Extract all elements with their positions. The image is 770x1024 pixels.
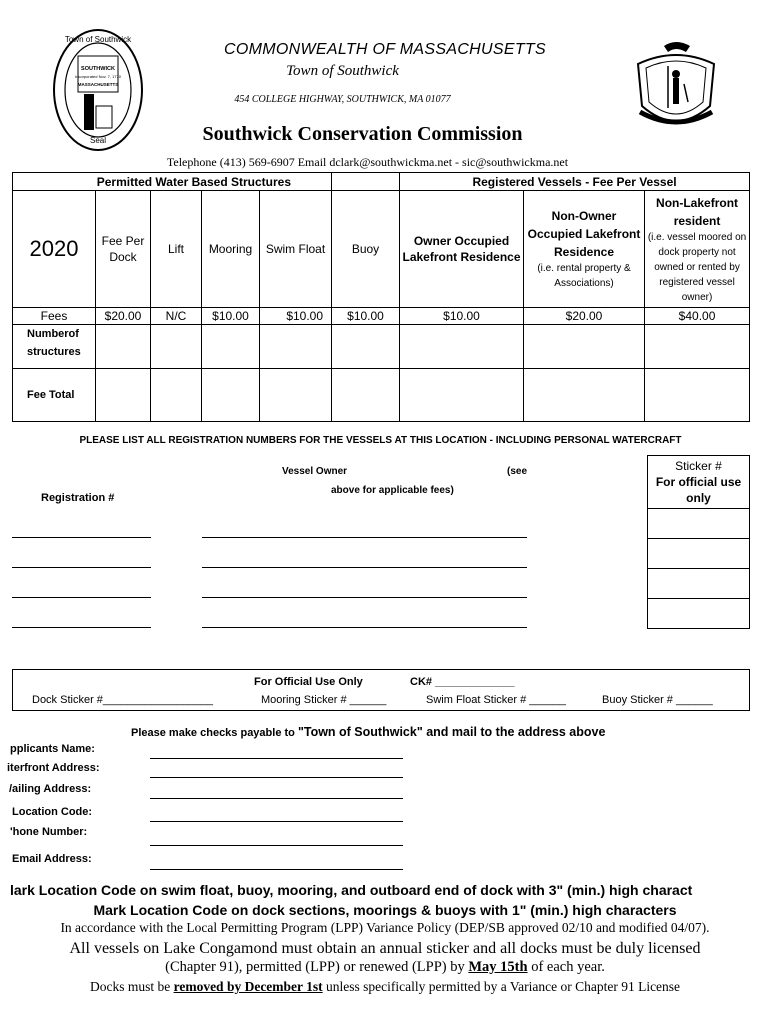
total-cell[interactable] (260, 369, 332, 422)
col-swim-float: Swim Float (260, 191, 332, 308)
buoy-sticker: Buoy Sticker # ______ (602, 694, 713, 706)
email-address-field[interactable] (150, 869, 403, 870)
removal-post: unless specifically permitted by a Variance or Chapter 91 License (322, 979, 681, 994)
registration-column-label: Registration # (41, 492, 115, 504)
non-lakefront-note: (i.e. vessel moored on dock property not owned or rented by registered vessel owner) (647, 231, 747, 303)
fee-lift: N/C (151, 308, 202, 325)
applicant-name-field[interactable] (150, 758, 403, 759)
col-non-lakefront (645, 191, 750, 308)
payable-prefix: Please make checks payable to (131, 727, 298, 739)
owner-line[interactable] (202, 567, 527, 568)
total-cell[interactable] (524, 369, 645, 422)
col-mooring: Mooring (202, 191, 260, 308)
deadline-date: May 15th (468, 959, 528, 975)
owner-line[interactable] (202, 627, 527, 628)
vessel-owner-see: (see (507, 466, 528, 477)
waterfront-address-label: iterfront Address: (7, 762, 100, 774)
phone-number-label: 'hone Number: (10, 826, 88, 838)
swim-float-sticker: Swim Float Sticker # ______ (426, 694, 567, 706)
sticker-cell[interactable] (648, 599, 749, 628)
footer-lpp-policy: In accordance with the Local Permitting Program (LPP) Variance Policy (DEP/SB approved 02/10 and modified 04/07). (60, 920, 710, 935)
fee-non-owner: $20.00 (524, 308, 645, 325)
footer-annual-sticker: All vessels on Lake Congamond must obtain an annual sticker and all docks must be duly licensed (69, 940, 701, 957)
structures-cell[interactable] (400, 325, 524, 369)
col-non-owner (524, 191, 645, 308)
registration-instruction: PLEASE LIST ALL REGISTRATION NUMBERS FOR THE VESSELS AT THIS LOCATION - INCLUDING PERSONAL WATERCRAFT (79, 435, 682, 446)
owner-line[interactable] (202, 597, 527, 598)
fee-non-lakefront: $40.00 (645, 308, 750, 325)
row-fees-label: Fees (13, 308, 96, 325)
applicant-name-label: pplicants Name: (10, 743, 95, 755)
location-code-label: Location Code: (12, 806, 93, 818)
fee-swim-float: $10.00 (260, 308, 332, 325)
waterfront-address-field[interactable] (150, 777, 403, 778)
vessel-owner-label: Vessel Owner (282, 466, 348, 477)
town-seal-logo (52, 28, 144, 152)
footer-dock-removal (0, 979, 770, 995)
sticker-cell[interactable] (648, 569, 749, 599)
town-heading: Town of Southwick (286, 63, 399, 79)
structures-cell[interactable] (260, 325, 332, 369)
deadline-pre: (Chapter 91), permitted (LPP) or renewed (LPP) by (165, 959, 469, 975)
fees-table (12, 172, 750, 422)
structures-cell[interactable] (332, 325, 400, 369)
location-code-field[interactable] (150, 821, 403, 822)
phone-number-field[interactable] (150, 845, 403, 846)
official-use-title: For Official Use Only (254, 676, 363, 688)
town-address: 454 COLLEGE HIGHWAY, SOUTHWICK, MA 01077 (234, 94, 451, 105)
non-owner-note: (i.e. rental property & Associations) (537, 263, 631, 289)
col-buoy: Buoy (332, 191, 400, 308)
total-cell[interactable] (151, 369, 202, 422)
non-owner-title: Non-Owner Occupied Lakefront Residence (527, 209, 641, 259)
sticker-title: Sticker # (675, 459, 722, 473)
mooring-sticker: Mooring Sticker # ______ (261, 694, 387, 706)
sticker-box (647, 455, 750, 629)
contact-line: Telephone (413) 569-6907 Email dclark@southwickma.net - sic@southwickma.net (166, 155, 569, 169)
sticker-subtitle: For official use only (655, 475, 742, 505)
col-fee-per-dock: Fee Per Dock (96, 191, 151, 308)
owner-line[interactable] (202, 537, 527, 538)
col-owner-occupied: Owner Occupied Lakefront Residence (400, 191, 524, 308)
structures-cell[interactable] (524, 325, 645, 369)
row-structures-label: Numberof structures (13, 325, 96, 369)
email-address-label: Email Address: (12, 853, 92, 865)
seal-line-3: MASSACHUSETTS (77, 82, 119, 87)
structures-cell[interactable] (151, 325, 202, 369)
seal-bottom-text: Seal (89, 136, 107, 145)
seal-ring-text: Town of Southwick (64, 35, 132, 44)
registration-line[interactable] (12, 537, 151, 538)
structures-cell[interactable] (202, 325, 260, 369)
registration-line[interactable] (12, 567, 151, 568)
mailing-address-label: /ailing Address: (9, 783, 92, 795)
fee-owner-occupied: $10.00 (400, 308, 524, 325)
fee-buoy: $10.00 (332, 308, 400, 325)
footer-mark-1in: Mark Location Code on dock sections, moorings & buoys with 1" (min.) high characters (93, 902, 677, 918)
group-registered-vessels: Registered Vessels - Fee Per Vessel (400, 173, 750, 191)
sticker-cell[interactable] (648, 539, 749, 569)
col-lift: Lift (151, 191, 202, 308)
commission-title: Southwick Conservation Commission (202, 123, 523, 145)
vessel-owner-note: above for applicable fees) (331, 485, 454, 496)
registration-line[interactable] (12, 597, 151, 598)
sticker-cell[interactable] (648, 509, 749, 539)
massachusetts-state-seal-icon (630, 36, 722, 136)
deadline-post: of each year. (527, 959, 605, 975)
total-cell[interactable] (332, 369, 400, 422)
total-cell[interactable] (645, 369, 750, 422)
row-fee-total-label: Fee Total (13, 369, 96, 422)
total-cell[interactable] (202, 369, 260, 422)
removal-date: removed by December 1st (173, 979, 323, 994)
structures-cell[interactable] (96, 325, 151, 369)
footer-mark-3in: lark Location Code on swim float, buoy, mooring, and outboard end of dock with 3" (min.) high charact (10, 882, 693, 898)
footer-license-deadline (0, 959, 770, 976)
registration-line[interactable] (12, 627, 151, 628)
group-permitted-structures: Permitted Water Based Structures (13, 173, 332, 191)
seal-line-2: Incorporated Nov. 7, 1770 (75, 74, 121, 79)
total-cell[interactable] (96, 369, 151, 422)
structures-cell[interactable] (645, 325, 750, 369)
official-use-box (12, 669, 750, 711)
dock-sticker: Dock Sticker #__________________ (32, 694, 214, 706)
fee-mooring: $10.00 (202, 308, 260, 325)
check-number: CK# _____________ (410, 676, 515, 688)
mailing-address-field[interactable] (150, 798, 403, 799)
fee-dock: $20.00 (96, 308, 151, 325)
year-label: 2020 (13, 191, 96, 308)
state-heading: COMMONWEALTH OF MASSACHUSETTS (224, 41, 546, 58)
payable-line (131, 725, 605, 739)
seal-line-1: SOUTHWICK (81, 66, 115, 72)
non-lakefront-title: Non-Lakefront resident (656, 195, 739, 228)
payable-payee: "Town of Southwick" and mail to the address above (297, 725, 606, 739)
removal-pre: Docks must be (89, 979, 174, 994)
total-cell[interactable] (400, 369, 524, 422)
